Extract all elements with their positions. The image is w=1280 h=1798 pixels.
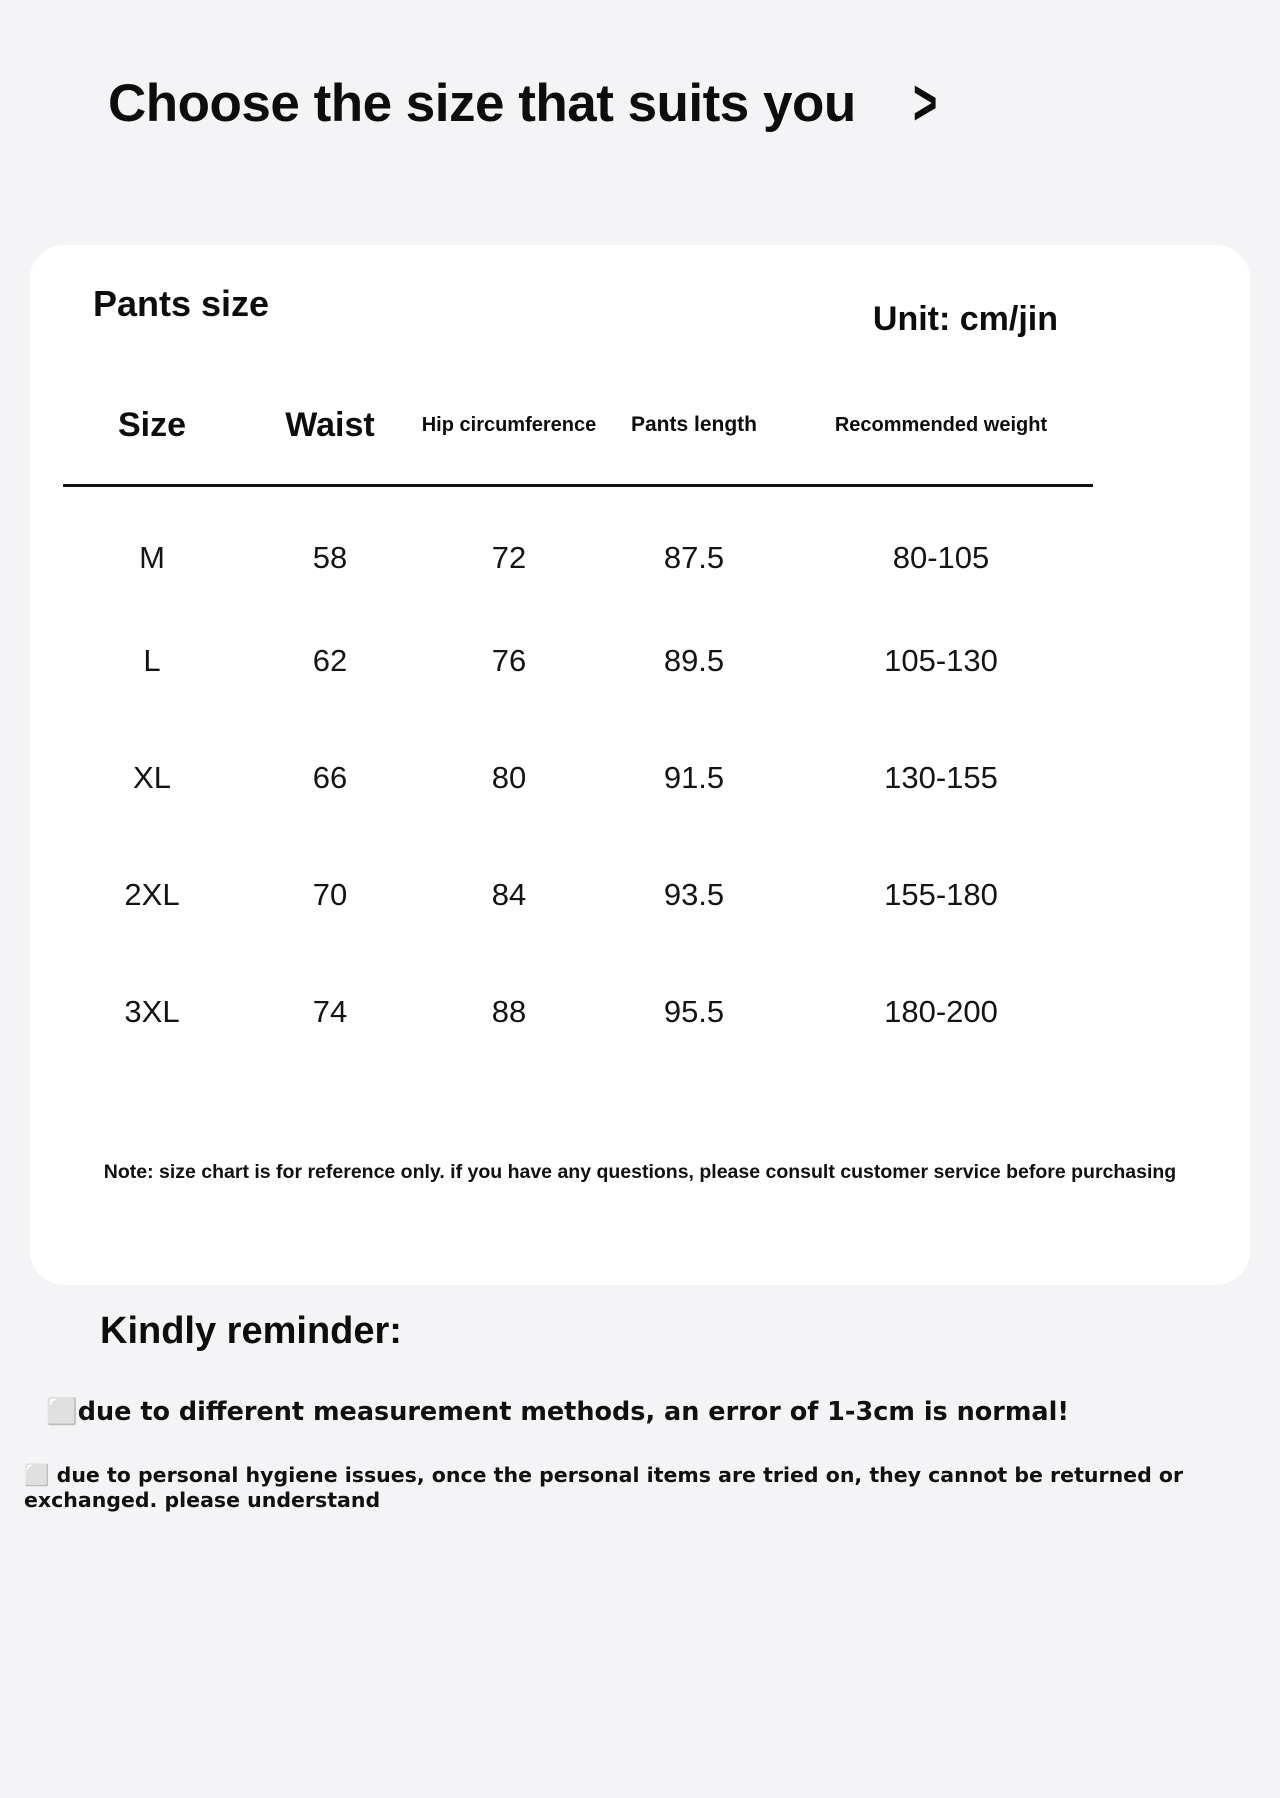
cell-weight: 130-155 <box>884 759 998 795</box>
table-row <box>63 602 1093 719</box>
cell-size: M <box>139 539 165 575</box>
cell-size: 2XL <box>124 876 180 912</box>
column-header-waist: Waist <box>285 405 375 444</box>
cell-hip: 84 <box>491 876 527 912</box>
size-chart-card <box>30 245 1250 1285</box>
table-row <box>63 953 1093 1070</box>
cell-length: 87.5 <box>663 539 725 575</box>
cell-weight: 105-130 <box>884 642 998 678</box>
column-header-recommended-weight: Recommended weight <box>834 413 1048 436</box>
reminder-line-1: ⬜due to different measurement methods, an error of 1-3cm is normal! <box>46 1397 1070 1427</box>
cell-length: 93.5 <box>663 876 725 912</box>
cell-size: L <box>143 642 161 678</box>
cell-length: 95.5 <box>663 993 725 1029</box>
cell-weight: 80-105 <box>892 539 990 575</box>
cell-hip: 88 <box>491 993 527 1029</box>
column-header-size: Size <box>117 405 187 444</box>
reminder-title: Kindly reminder: <box>100 1310 402 1352</box>
cell-waist: 74 <box>312 993 348 1029</box>
table-row <box>63 485 1093 602</box>
reminder-line-2: ⬜ due to personal hygiene issues, once the personal items are tried on, they cannot be returned or exchanged. please understand <box>24 1463 1184 1512</box>
page-title: Choose the size that suits you <box>108 73 856 133</box>
cell-hip: 76 <box>491 642 527 678</box>
kindly-reminder-section <box>0 1310 1280 1512</box>
cell-size: XL <box>133 759 171 795</box>
table-row <box>63 719 1093 836</box>
column-header-pants-length: Pants length <box>630 413 757 437</box>
cell-waist: 62 <box>312 642 348 678</box>
chevron-right-icon[interactable]: > <box>912 66 938 140</box>
table-header-row <box>63 395 1093 485</box>
cell-waist: 70 <box>312 876 348 912</box>
cell-length: 89.5 <box>663 642 725 678</box>
page-header <box>0 48 1280 158</box>
cell-weight: 155-180 <box>884 876 998 912</box>
cell-weight: 180-200 <box>884 993 998 1029</box>
column-header-hip-circumference: Hip circumference <box>421 413 597 436</box>
cell-hip: 80 <box>491 759 527 795</box>
cell-size: 3XL <box>124 993 180 1029</box>
cell-length: 91.5 <box>663 759 725 795</box>
cell-waist: 66 <box>312 759 348 795</box>
size-chart-note: Note: size chart is for reference only. if you have any questions, please consult customer service before purchasing <box>103 1161 1177 1183</box>
card-title: Pants size <box>93 283 270 324</box>
unit-label: Unit: cm/jin <box>872 300 1058 338</box>
cell-hip: 72 <box>491 539 527 575</box>
table-row <box>63 836 1093 953</box>
card-header <box>30 245 1250 375</box>
cell-waist: 58 <box>312 539 348 575</box>
size-table <box>63 395 1093 1070</box>
